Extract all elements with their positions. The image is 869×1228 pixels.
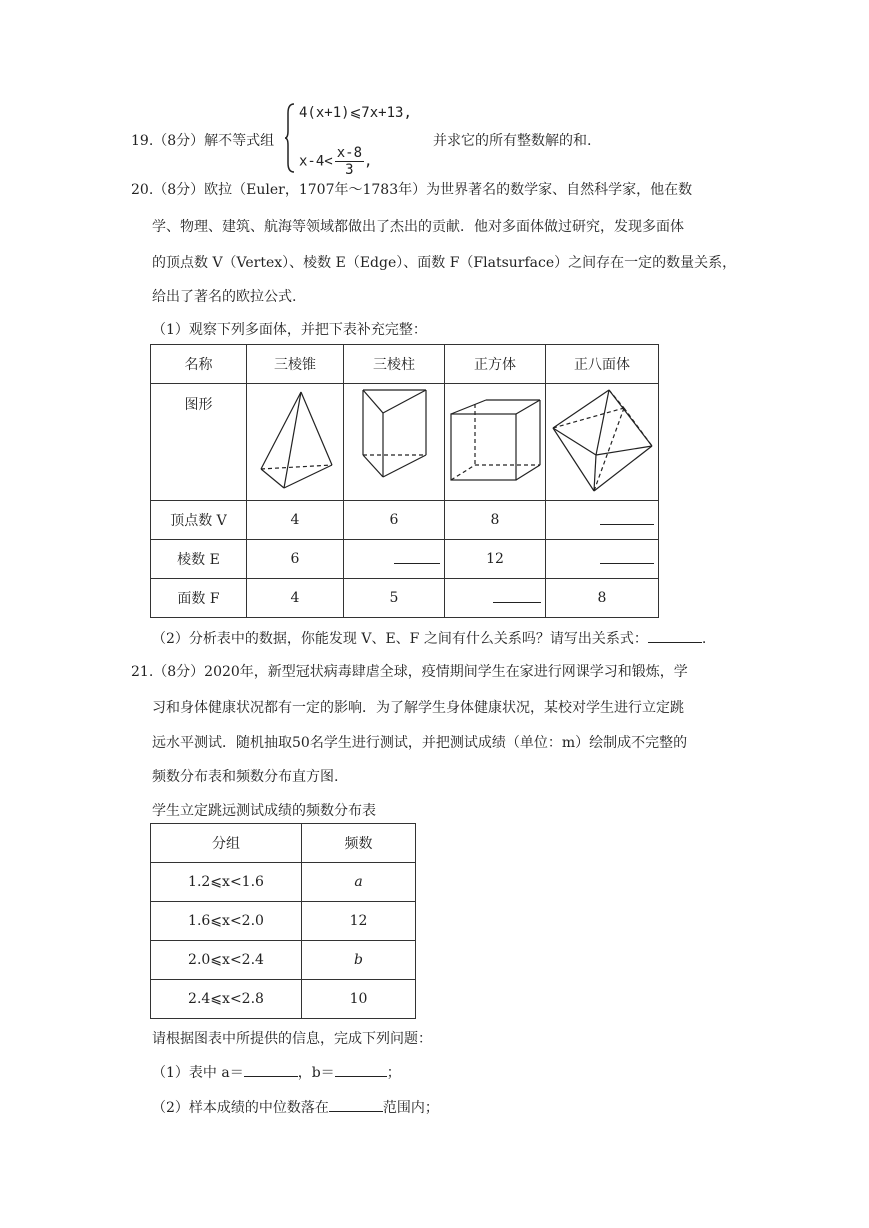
- table-header-tetrahedron: 三棱锥: [247, 345, 344, 384]
- q20-part-2-text: （2）分析表中的数据，你能发现 V、E、F 之间有什么关系吗？请写出关系式：: [152, 631, 648, 647]
- cube-figure: [445, 384, 546, 501]
- freq-header-group: 分组: [151, 824, 302, 863]
- q19-fraction-numerator: x-8: [336, 145, 363, 161]
- q21-line-2: 习和身体健康状况都有一定的影响．为了解学生身体健康状况，某校对学生进行立定跳: [152, 700, 684, 716]
- answer-blank[interactable]: [394, 551, 440, 564]
- b-answer-blank[interactable]: [335, 1062, 387, 1077]
- a-answer-blank[interactable]: [244, 1062, 298, 1077]
- freq-group-2: 1.6⩽x<2.0: [151, 902, 302, 941]
- faces-octahedron: 8: [546, 579, 659, 618]
- relation-answer-blank[interactable]: [648, 628, 702, 643]
- q21-line-3: 远水平测试．随机抽取50名学生进行测试，并把测试成绩（单位：m）绘制成不完整的: [152, 735, 688, 751]
- faces-prism: 5: [344, 579, 445, 618]
- q21-part-1: [152, 1062, 401, 1082]
- faces-cube-blank[interactable]: [445, 579, 546, 618]
- q20-part-2: [152, 628, 706, 648]
- freq-group-3: 2.0⩽x<2.4: [151, 941, 302, 980]
- q20-part-1: （1）观察下列多面体，并把下表补充完整：: [152, 322, 427, 338]
- q19-suffix: 并求它的所有整数解的和.: [433, 133, 592, 149]
- table-figure-label: 图形: [151, 384, 247, 501]
- q21-line-4: 频数分布表和频数分布直方图.: [152, 769, 339, 785]
- q21-part-2-text: （2）样本成绩的中位数落在: [152, 1100, 329, 1116]
- octahedron-figure: [546, 384, 659, 501]
- freq-group-1: 1.2⩽x<1.6: [151, 863, 302, 902]
- vertices-prism: 6: [344, 501, 445, 540]
- median-answer-blank[interactable]: [329, 1097, 383, 1112]
- vertices-octahedron-blank[interactable]: [546, 501, 659, 540]
- freq-count-1: a: [302, 863, 416, 902]
- q19-fraction: [335, 145, 364, 178]
- q19-prefix: 19.（8分）解不等式组: [131, 133, 275, 149]
- freq-count-4: 10: [302, 980, 416, 1019]
- freq-count-2: 12: [302, 902, 416, 941]
- q21-part-2-end: 范围内；: [382, 1100, 439, 1116]
- edges-tetrahedron: 6: [247, 540, 344, 579]
- q20-line-2: 学、物理、建筑、航海等领域都做出了杰出的贡献．他对多面体做过研究，发现多面体: [152, 219, 684, 235]
- row-faces-label: 面数 F: [151, 579, 247, 618]
- frequency-table: [150, 823, 416, 1019]
- q21-prompt: 请根据图表中所提供的信息，完成下列问题：: [152, 1031, 432, 1047]
- answer-blank[interactable]: [600, 512, 654, 525]
- vertices-cube: 8: [445, 501, 546, 540]
- table-header-cube: 正方体: [445, 345, 546, 384]
- answer-blank[interactable]: [600, 551, 654, 564]
- q19-fraction-denominator: 3: [345, 162, 354, 178]
- prism-figure: [344, 384, 445, 501]
- left-brace-icon: [285, 103, 295, 173]
- vertices-tetrahedron: 4: [247, 501, 344, 540]
- edges-cube: 12: [445, 540, 546, 579]
- answer-blank[interactable]: [493, 590, 541, 603]
- q21-part-1-end: ；: [386, 1065, 401, 1081]
- table-header-name: 名称: [151, 345, 247, 384]
- edges-prism-blank[interactable]: [344, 540, 445, 579]
- freq-count-3: b: [302, 941, 416, 980]
- q19-ineq2-comma: ,: [364, 153, 373, 170]
- q19-inequality-1: 4(x+1)⩽7x+13,: [299, 105, 412, 121]
- q20-part-2-end: .: [701, 631, 707, 647]
- q21-part-2: [152, 1097, 439, 1117]
- row-edges-label: 棱数 E: [151, 540, 247, 579]
- freq-header-count: 频数: [302, 824, 416, 863]
- q21-part-1-a-label: （1）表中 a＝: [152, 1065, 244, 1081]
- q20-line-4: 给出了著名的欧拉公式.: [152, 289, 297, 305]
- triangular-prism-icon: [349, 386, 439, 494]
- frequency-table-title: 学生立定跳远测试成绩的频数分布表: [152, 803, 376, 819]
- tetrahedron-figure: [247, 384, 344, 501]
- polyhedra-table: [150, 344, 659, 618]
- edges-octahedron-blank[interactable]: [546, 540, 659, 579]
- tetrahedron-icon: [250, 386, 340, 494]
- table-header-octahedron: 正八面体: [546, 345, 659, 384]
- q20-line-3: 的顶点数 V（Vertex）、棱数 E（Edge）、面数 F（Flatsurface）之间存在一定的数量关系，: [152, 255, 737, 271]
- q21-part-1-b-label: ，b＝: [297, 1065, 335, 1081]
- q20-line-1: 20.（8分）欧拉（Euler，1707年～1783年）为世界著名的数学家、自然科学家，他在数: [131, 182, 693, 198]
- table-header-prism: 三棱柱: [344, 345, 445, 384]
- faces-tetrahedron: 4: [247, 579, 344, 618]
- octahedron-icon: [548, 386, 656, 494]
- row-vertices-label: 顶点数 V: [151, 501, 247, 540]
- cube-icon: [447, 386, 543, 494]
- freq-group-4: 2.4⩽x<2.8: [151, 980, 302, 1019]
- q21-line-1: 21.（8分）2020年，新型冠状病毒肆虐全球，疫情期间学生在家进行网课学习和锻炼，学: [131, 664, 688, 680]
- q19-inequality-2: [299, 145, 372, 178]
- q19-ineq2-left: x-4<: [299, 153, 333, 170]
